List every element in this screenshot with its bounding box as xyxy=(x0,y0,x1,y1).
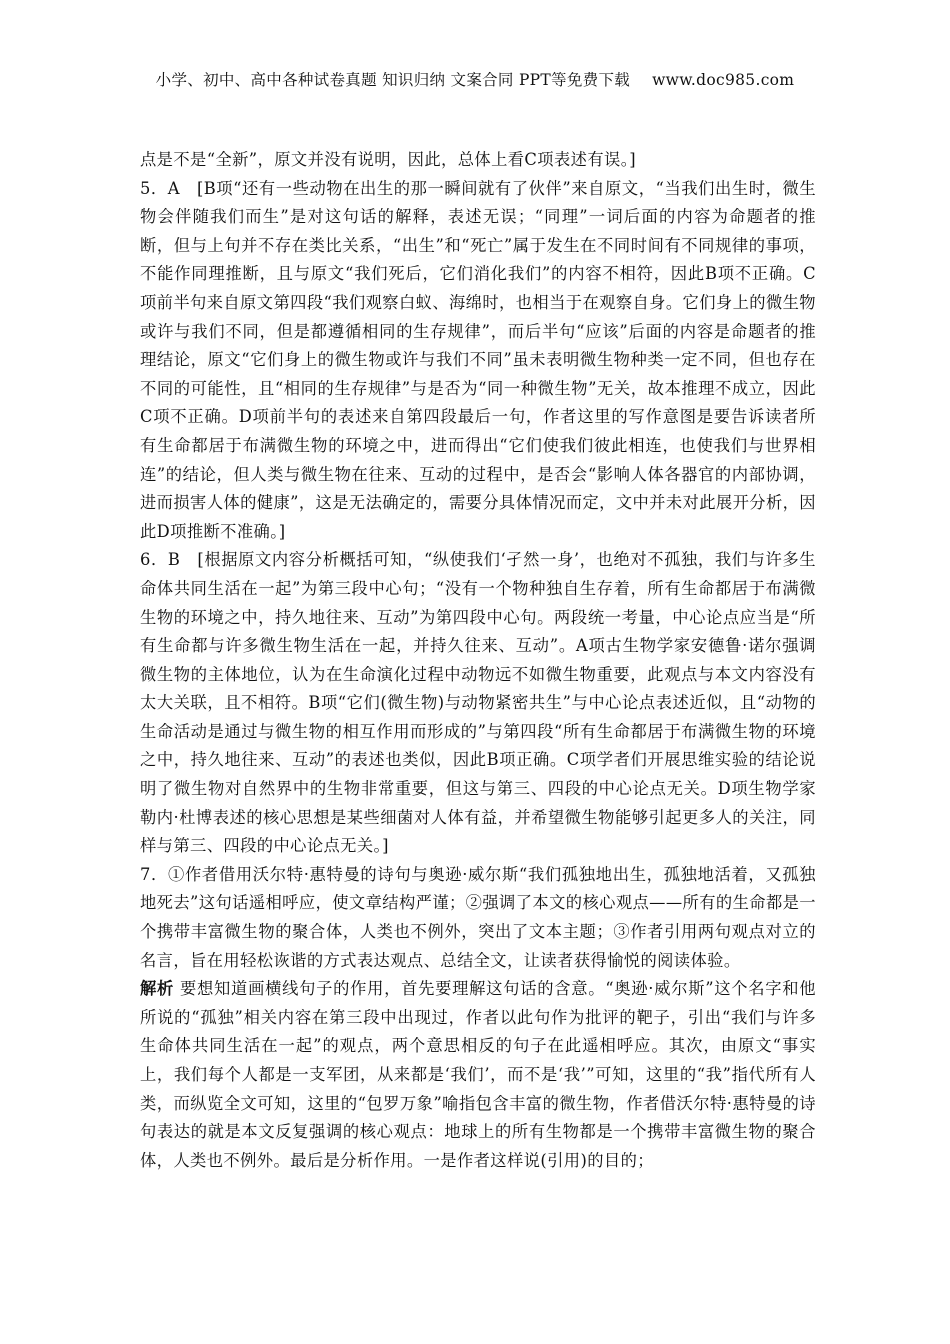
answer-content xyxy=(140,146,816,1175)
page-header xyxy=(0,68,950,90)
header-text: 小学、初中、高中各种试卷真题 知识归纳 文案合同 PPT等免费下载 xyxy=(155,71,631,89)
analysis-label: 解析 xyxy=(140,979,175,999)
analysis-text: 要想知道画横线句子的作用，首先要理解这句话的含意。“奥逊·威尔斯”这个名字和他所说的“孤独”相关内容在第三段中出现过，作者以此句作为批评的靶子，引出“我们与许多生命体共同生活在一起”的观点，两个意思相反的句子在此遥相呼应。其次，由原文“事实上，我们每个人都是一支军团，从来都是‘我们’，而不是‘我’”可知，这里的“我”指代所有人类，而纵览全文可知，这里的“包罗万象”喻指包含丰富的微生物，作者借沃尔特·惠特曼的诗句表达的就是本文反复强调的核心观点：地球上的所有生物都是一个携带丰富微生物的聚合体，人类也不例外。最后是分析作用。一是作者这样说(引用)的目的； xyxy=(140,979,816,1170)
answer-5: 5．A [B项“还有一些动物在出生的那一瞬间就有了伙伴”来自原文，“当我们出生时，微生物会伴随我们而生”是对这句话的解释，表述无误；“同理”一词后面的内容为命题者的推断，但与上句并不存在类比关系，“出生”和“死亡”属于发生在不同时间有不同规律的事项，不能作同理推断，且与原文“我们死后，它们消化我们”的内容不相符，因此B项不正确。C项前半句来自原文第四段“我们观察白蚁、海绵时，也相当于在观察自身。它们身上的微生物或许与我们不同，但是都遵循相同的生存规律”，而后半句“应该”后面的内容是命题者的推理结论，原文“它们身上的微生物或许与我们不同”虽未表明微生物种类一定不同，但也存在不同的可能性，且“相同的生存规律”与是否为“同一种微生物”无关，故本推理不成立，因此C项不正确。D项前半句的表述来自第四段最后一句，作者这里的写作意图是要告诉读者所有生命都居于布满微生物的环境之中，进而得出“它们使我们彼此相连，也使我们与世界相连”的结论，但人类与微生物在往来、互动的过程中，是否会“影响人体各器官的内部协调，进而损害人体的健康”，这是无法确定的，需要分具体情况而定，文中并未对此展开分析，因此D项推断不准确。] xyxy=(140,178,816,541)
answer-7: 7．①作者借用沃尔特·惠特曼的诗句与奥逊·威尔斯“我们孤独地出生，孤独地活着，又孤独地死去”这句话遥相呼应，使文章结构严谨；②强调了本文的核心观点——所有的生命都是一个携带丰富微生物的聚合体，人类也不例外，突出了文本主题；③作者引用两句观点对立的名言，旨在用轻松诙谐的方式表达观点、总结全文，让读者获得愉悦的阅读体验。 xyxy=(140,864,816,970)
answer-6: 6．B [根据原文内容分析概括可知，“纵使我们‘孑然一身’，也绝对不孤独，我们与许多生命体共同生活在一起”为第三段中心句；“没有一个物种独自生存着，所有生命都居于布满微生物的环境之中，持久地往来、互动”为第四段中心句。两段统一考量，中心论点应当是“所有生命都与许多微生物生活在一起，并持久往来、互动”。A项古生物学家安德鲁·诺尔强调微生物的主体地位，认为在生命演化过程中动物远不如微生物重要，此观点与本文内容没有太大关联，且不相符。B项“它们(微生物)与动物紧密共生”与中心论点表述近似，且“动物的生命活动是通过与微生物的相互作用而形成的”与第四段“所有生命都居于布满微生物的环境之中，持久地往来、互动”的表述也类似，因此B项正确。C项学者们开展思维实验的结论说明了微生物对自然界中的生物非常重要，但这与第三、四段的中心论点无关。D项生物学家勒内·杜博表述的核心思想是某些细菌对人体有益，并希望微生物能够引起更多人的关注，同样与第三、四段的中心论点无关。] xyxy=(140,550,816,856)
analysis-paragraph xyxy=(140,975,816,1175)
paragraph-continuation: 点是不是“全新”，原文并没有说明，因此，总体上看C项表述有误。] xyxy=(140,150,636,169)
header-site: www.doc985.com xyxy=(652,71,795,89)
